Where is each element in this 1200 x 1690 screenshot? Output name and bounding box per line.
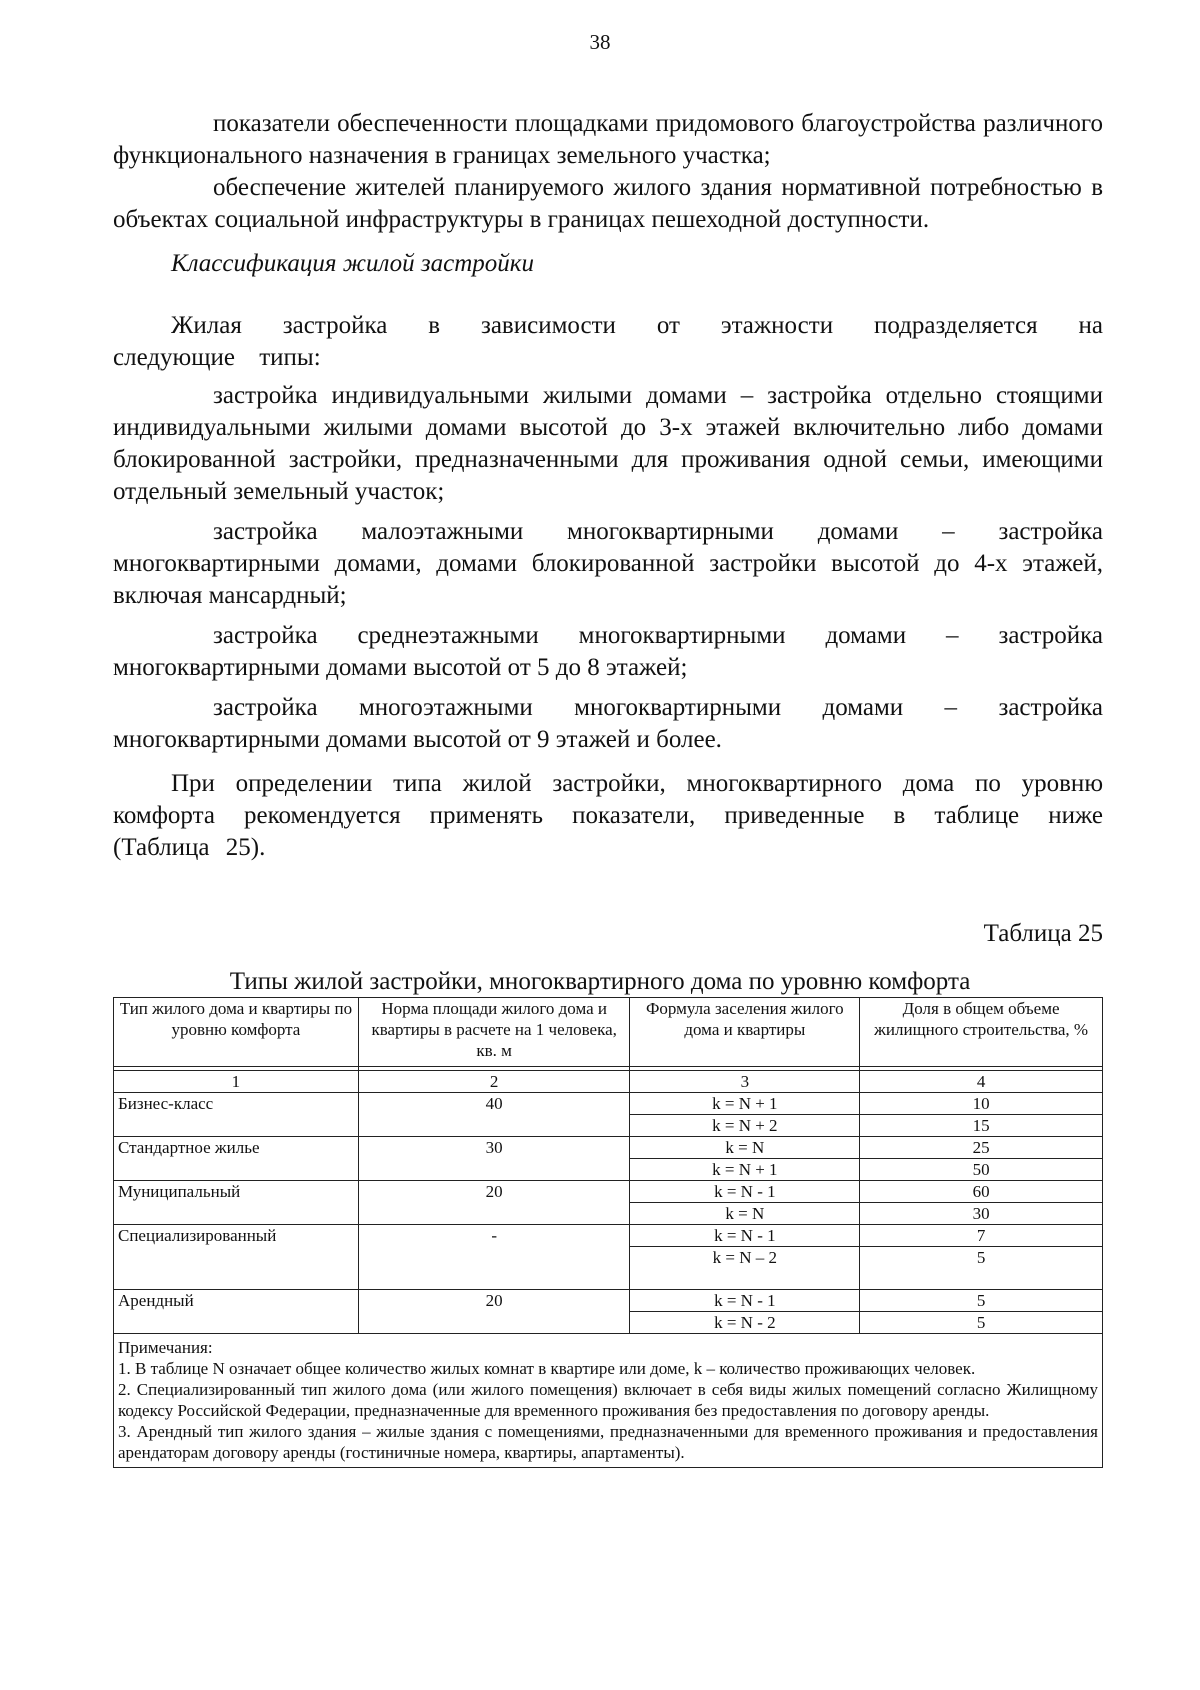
- body-text: [113, 108, 1103, 864]
- formula-cell: k = N – 2: [630, 1247, 860, 1290]
- table-number: Таблица 25: [983, 920, 1103, 947]
- column-number: 1: [114, 1071, 359, 1093]
- table-row: [114, 1093, 1103, 1115]
- table-row: [114, 1137, 1103, 1159]
- share-cell: 60: [860, 1181, 1103, 1203]
- share-cell: 25: [860, 1137, 1103, 1159]
- formula-cell: k = N + 1: [630, 1093, 860, 1115]
- norm-cell: 40: [358, 1093, 630, 1137]
- table-notes-row: [114, 1334, 1103, 1468]
- share-cell: 30: [860, 1203, 1103, 1225]
- table-header-cell: Формула заселения жилого дома и квартиры: [630, 998, 860, 1067]
- table-row: [114, 1290, 1103, 1312]
- norm-cell: 30: [358, 1137, 630, 1181]
- notes-title: Примечания:: [118, 1338, 213, 1357]
- paragraph: показатели обеспеченности площадками придомового благоустройства различного функционального назначения в границах земельного участка;: [113, 110, 1103, 169]
- share-cell: 5: [860, 1247, 1103, 1290]
- page-number: 38: [589, 30, 611, 54]
- table-header-cell: Доля в общем объеме жилищного строительства, %: [860, 998, 1103, 1067]
- norm-cell: 20: [358, 1290, 630, 1334]
- note: 1. В таблице N означает общее количество жилых комнат в квартире или доме, k – количество проживающих человек.: [118, 1359, 976, 1378]
- share-cell: 15: [860, 1115, 1103, 1137]
- norm-cell: -: [358, 1225, 630, 1290]
- column-number: 4: [860, 1071, 1103, 1093]
- formula-cell: k = N - 1: [630, 1181, 860, 1203]
- comfort-table: [113, 997, 1103, 1468]
- share-cell: 5: [860, 1312, 1103, 1334]
- table-header-cell: Норма площади жилого дома и квартиры в расчете на 1 человека, кв. м: [358, 998, 630, 1067]
- norm-cell: 20: [358, 1181, 630, 1225]
- formula-cell: k = N - 1: [630, 1290, 860, 1312]
- table-header-row: [114, 998, 1103, 1067]
- list-item: застройка среднеэтажными многоквартирными домами – застройка многоквартирными домами высотой от 5 до 8 этажей;: [113, 622, 1103, 681]
- column-number: 2: [358, 1071, 630, 1093]
- formula-cell: k = N: [630, 1137, 860, 1159]
- list-item: застройка индивидуальными жилыми домами – застройка отдельно стоящими индивидуальными жилыми домами высотой до 3-х этажей включительно либо домами блокированной застройки, предназначенными для проживания одной семьи, имеющими отдельный земельный участок;: [113, 382, 1103, 505]
- formula-cell: k = N + 1: [630, 1159, 860, 1181]
- share-cell: 7: [860, 1225, 1103, 1247]
- column-number: 3: [630, 1071, 860, 1093]
- table-column-numbers: [114, 1071, 1103, 1093]
- note: 2. Специализированный тип жилого дома (или жилого помещения) включает в себя виды жилых помещений согласно Жилищному кодексу Российской Федерации, предназначенные для временного проживания без предоставления по договору аренды.: [118, 1380, 1098, 1420]
- section-heading: Классификация жилой застройки: [171, 250, 535, 277]
- notes-cell: [114, 1334, 1103, 1468]
- table-header-cell: Тип жилого дома и квартиры по уровню комфорта: [114, 998, 359, 1067]
- share-cell: 50: [860, 1159, 1103, 1181]
- formula-cell: k = N - 2: [630, 1312, 860, 1334]
- paragraph: При определении типа жилой застройки, многоквартирного дома по уровню комфорта рекомендуется применять показатели, приведенные в таблице ниже (Таблица 25).: [113, 770, 1103, 861]
- type-cell: Бизнес-класс: [114, 1093, 359, 1137]
- table-title: Типы жилой застройки, многоквартирного дома по уровню комфорта: [229, 968, 971, 995]
- share-cell: 5: [860, 1290, 1103, 1312]
- type-cell: Стандартное жилье: [114, 1137, 359, 1181]
- formula-cell: k = N: [630, 1203, 860, 1225]
- formula-cell: k = N - 1: [630, 1225, 860, 1247]
- type-cell: Арендный: [114, 1290, 359, 1334]
- type-cell: Муниципальный: [114, 1181, 359, 1225]
- list-item: застройка многоэтажными многоквартирными домами – застройка многоквартирными домами высотой от 9 этажей и более.: [113, 694, 1103, 753]
- paragraph: обеспечение жителей планируемого жилого здания нормативной потребностью в объектах социальной инфраструктуры в границах пешеходной доступности.: [113, 174, 1103, 233]
- list-item: застройка малоэтажными многоквартирными домами – застройка многоквартирными домами, домами блокированной застройки высотой до 4-х этажей, включая мансардный;: [113, 518, 1103, 609]
- formula-cell: k = N + 2: [630, 1115, 860, 1137]
- paragraph: Жилая застройка в зависимости от этажности подразделяется на следующие типы:: [113, 312, 1103, 371]
- table-row: [114, 1181, 1103, 1203]
- type-cell: Специализированный: [114, 1225, 359, 1290]
- table-row: [114, 1225, 1103, 1247]
- note: 3. Арендный тип жилого здания – жилые здания с помещениями, предназначенными для временного проживания и предоставления арендаторам договору аренды (гостиничные номера, квартиры, апартаменты).: [118, 1422, 1098, 1462]
- share-cell: 10: [860, 1093, 1103, 1115]
